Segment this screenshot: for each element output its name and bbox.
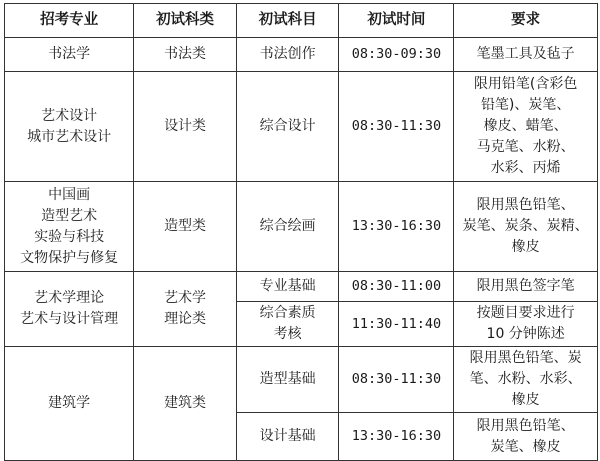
- table-row: [5, 38, 598, 72]
- requirement-cell: 按题目要求进行 10 分钟陈述: [454, 302, 598, 347]
- time-cell: 08:30-11:30: [339, 347, 454, 413]
- table-header-row: [5, 4, 598, 38]
- time-cell: 13:30-16:30: [339, 182, 454, 272]
- major-cell: 艺术学理论 艺术与设计管理: [5, 272, 134, 347]
- category-cell: 设计类: [134, 72, 237, 182]
- time-cell: 13:30-16:30: [339, 413, 454, 461]
- requirement-cell: 笔墨工具及毡子: [454, 38, 598, 72]
- major-cell: 中国画 造型艺术 实验与科技 文物保护与修复: [5, 182, 134, 272]
- major-cell: 书法学: [5, 38, 134, 72]
- table-row: [5, 347, 598, 413]
- category-cell: 书法类: [134, 38, 237, 72]
- major-cell: 建筑学: [5, 347, 134, 461]
- table-row: [5, 182, 598, 272]
- major-cell: 艺术设计 城市艺术设计: [5, 72, 134, 182]
- subject-cell: 造型基础: [236, 347, 339, 413]
- time-cell: 08:30-11:00: [339, 272, 454, 302]
- header-time: 初试时间: [339, 4, 454, 38]
- subject-cell: 专业基础: [236, 272, 339, 302]
- header-subject: 初试科目: [236, 4, 339, 38]
- time-cell: 08:30-09:30: [339, 38, 454, 72]
- category-cell: 建筑类: [134, 347, 237, 461]
- header-major: 招考专业: [5, 4, 134, 38]
- subject-cell: 书法创作: [236, 38, 339, 72]
- table-row: [5, 72, 598, 182]
- subject-cell: 综合设计: [236, 72, 339, 182]
- subject-cell: 综合绘画: [236, 182, 339, 272]
- subject-cell: 设计基础: [236, 413, 339, 461]
- category-cell: 造型类: [134, 182, 237, 272]
- exam-schedule-table: [4, 3, 598, 461]
- requirement-cell: 限用黑色铅笔、 炭笔、炭条、炭精、 橡皮: [454, 182, 598, 272]
- header-category: 初试科类: [134, 4, 237, 38]
- requirement-cell: 限用黑色铅笔、 炭笔、橡皮: [454, 413, 598, 461]
- table-row: [5, 272, 598, 302]
- requirement-cell: 限用铅笔(含彩色 铅笔)、炭笔、 橡皮、蜡笔、 马克笔、水粉、 水彩、丙烯: [454, 72, 598, 182]
- category-cell: 艺术学 理论类: [134, 272, 237, 347]
- header-requirement: 要求: [454, 4, 598, 38]
- requirement-cell: 限用黑色铅笔、炭 笔、水粉、水彩、 橡皮: [454, 347, 598, 413]
- requirement-cell: 限用黑色签字笔: [454, 272, 598, 302]
- subject-cell: 综合素质 考核: [236, 302, 339, 347]
- time-cell: 11:30-11:40: [339, 302, 454, 347]
- time-cell: 08:30-11:30: [339, 72, 454, 182]
